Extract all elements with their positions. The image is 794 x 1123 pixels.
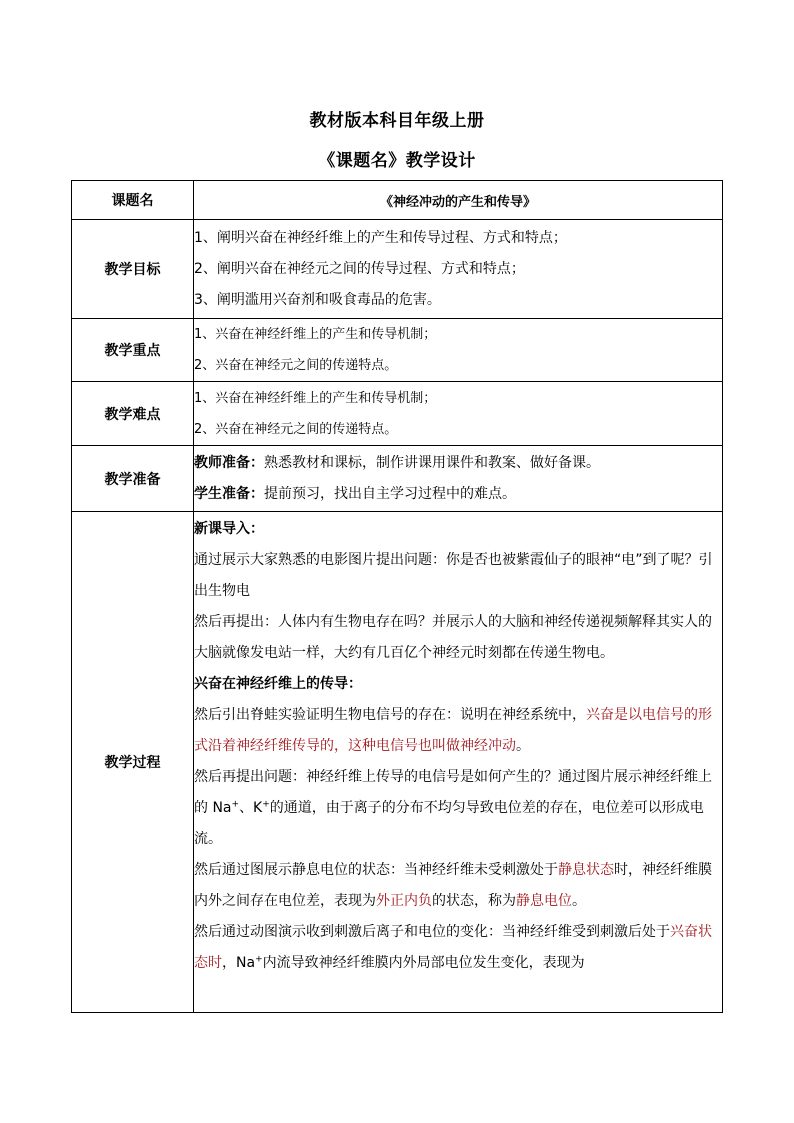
student-preparation: 学生准备：提前预习，找出自主学习过程中的难点。: [194, 485, 516, 502]
table-row: [72, 382, 723, 446]
document-title: 教材版本科目年级上册: [309, 111, 485, 131]
keypoints-label: 教学重点: [72, 319, 194, 382]
lesson-plan-table: [71, 180, 723, 1013]
list-item: 2、兴奋在神经元之间的传递特点。: [194, 358, 398, 373]
difficulties-label: 教学难点: [72, 382, 194, 446]
paragraph: 然后通过动图演示收到刺激后离子和电位的变化：当神经纤维受到刺激后处于兴奋状态时，Na+内流导致神经纤维膜内外局部电位发生变化，表现为: [194, 924, 712, 971]
process-label: 教学过程: [72, 512, 194, 1013]
list-item: 2、兴奋在神经元之间的传递特点。: [194, 421, 398, 437]
topic-label: 课题名: [72, 181, 194, 220]
paragraph: 然后再提出：人体内有生物电存在吗？并展示人的大脑和神经传递视频解释其实人的大脑就像发电站一样，大约有几百亿个神经元时刻都在传递生物电。: [194, 614, 712, 661]
difficulties-content: [194, 382, 723, 446]
paragraph: 通过展示大家熟悉的电影图片提出问题：你是否也被紫霞仙子的眼神“电”到了呢？引出生物电: [194, 552, 713, 599]
topic-value: 《神经冲动的产生和传导》: [194, 181, 723, 220]
table-row: [72, 181, 723, 220]
paragraph: 然后再提出问题：神经纤维上传导的电信号是如何产生的？通过图片展示神经纤维上的 Na+、K+的通道，由于离子的分布不均匀导致电位差的存在，电位差可以形成电流。: [194, 769, 712, 847]
list-item: 3、阐明滥用兴奋剂和吸食毒品的危害。: [194, 291, 441, 308]
list-item: 1、兴奋在神经纤维上的产生和传导机制；: [194, 327, 437, 342]
section-heading-conduction: 兴奋在神经纤维上的传导：: [194, 676, 362, 692]
preparation-label: 教学准备: [72, 446, 194, 512]
list-item: 1、兴奋在神经纤维上的产生和传导机制；: [194, 390, 437, 406]
table-row: [72, 512, 723, 1013]
preparation-content: [194, 446, 723, 512]
goals-content: [194, 220, 723, 319]
paragraph: 然后通过图展示静息电位的状态：当神经纤维未受刺激处于静息状态时，神经纤维膜内外之间存在电位差，表现为外正内负的状态，称为静息电位。: [194, 862, 712, 909]
table-row: [72, 319, 723, 382]
list-item: 2、阐明兴奋在神经元之间的传导过程、方式和特点；: [194, 260, 525, 277]
section-heading-intro: 新课导入：: [194, 521, 264, 537]
paragraph: 然后引出脊蛙实验证明生物电信号的存在：说明在神经系统中，兴奋是以电信号的形式沿着神经纤维传导的，这种电信号也叫做神经冲动。: [194, 707, 712, 754]
list-item: 1、阐明兴奋在神经纤维上的产生和传导过程、方式和特点；: [194, 229, 567, 246]
document-subtitle: 《课题名》教学设计: [318, 151, 476, 171]
process-content: [194, 512, 723, 1013]
teacher-preparation: 教师准备：熟悉教材和课标，制作讲课用课件和教案、做好备课。: [194, 454, 600, 471]
table-row: [72, 446, 723, 512]
table-row: [72, 220, 723, 319]
goals-label: 教学目标: [72, 220, 194, 319]
keypoints-content: [194, 319, 723, 382]
